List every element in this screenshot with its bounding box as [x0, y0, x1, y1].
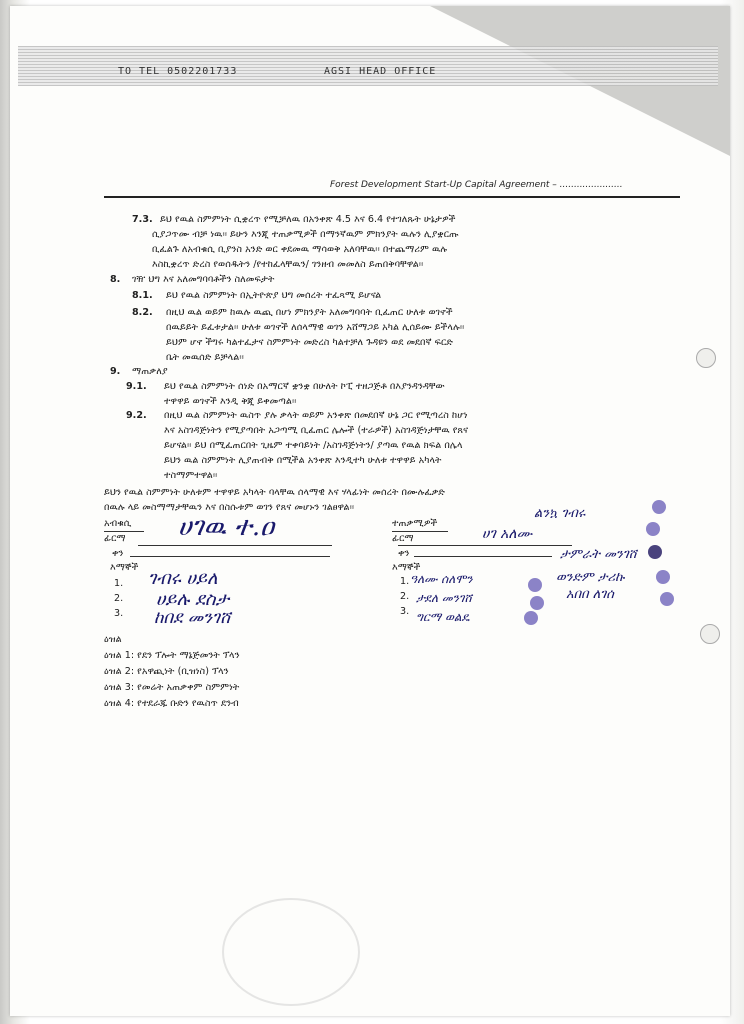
fax-office: AGSI HEAD OFFICE [324, 66, 437, 77]
left-party-label: አብቁሲ [104, 518, 132, 529]
thumbprint-stamp [530, 596, 544, 610]
clause-text: ተዋዋይ ወገኖች እንዲ ቅጂ ይቀመጣል፡፡ [164, 396, 297, 407]
clause-text: ቢፈልጉ ለአብቁሲ ቢያንስ አንድ ወር ቀደመዉ ማሳወቅ አለባቸዉ፡፡ በተጨማሪም ዉሉ [152, 244, 448, 255]
left-witness-signature: ከበደ መንገሸ [154, 608, 231, 628]
witness-number: 2. [400, 591, 410, 602]
witness-number: 3. [400, 606, 410, 617]
section-heading: ማጠቃለያ [132, 366, 168, 377]
closing-text: በዉሉ ላይ መስማማታቸዉን እና በስሱቱም ወገን የጸና መሆኑን ገልፀዋል፡፡ [104, 502, 355, 513]
thumbprint-stamp [656, 570, 670, 584]
clause-number: 9.1. [126, 381, 147, 392]
clause-number: 8.1. [132, 290, 153, 301]
right-party-signature: አበበ ለገሰ [566, 587, 614, 602]
clause-text: ይህ የዉል ስምምነት ሲቋረጥ የሚቻለዉ በአንቀጽ 4.5 እና 6.4 የተገለጹት ሁኔታዎች [160, 214, 456, 225]
attachment-item: ዕዝል 2: የአዋጪነት (ቢዝነስ) ፕላን [104, 666, 229, 677]
clause-number: 9.2. [126, 410, 147, 421]
witness-number: 1. [400, 576, 410, 587]
date-line [130, 556, 330, 557]
clause-text: ሲያጋጥሙ ብቻ ነዉ፡፡ ይሁን እንጂ ተጠቃሚዎች በማንኛዉም ምክንያት ዉሉን ሊያቋርጡ [152, 229, 459, 240]
section-number: 8. [110, 274, 121, 285]
attachment-item: ዕዝል 1: የደን ፕሎት ማኔጅመንት ፕላን [104, 650, 240, 661]
sign-line [398, 545, 572, 546]
left-witness-signature: ገብሩ ሀይለ [148, 568, 218, 589]
clause-text: እና አስገዳጅነትን የሚያጣበት አጋጣሚ ቢፈጠር ሌሎች (ተራዎች) አስገዳጅነታቸዉ የጸና [164, 425, 469, 436]
thumbprint-stamp [528, 578, 542, 592]
clause-text: እስኪቋረጥ ድረስ የወሰዱትን /የተከፈላቸዉን/ ገንዘብ መመለስ ይጠበቅባቸዋል፡፡ [152, 259, 424, 270]
punch-hole [700, 624, 720, 644]
right-sign-label: ፊርማ [392, 533, 414, 544]
left-sign-label: ፊርማ [104, 533, 126, 544]
right-witness-signature: ግርማ ወልዴ [416, 610, 470, 624]
party-underline [104, 531, 144, 532]
left-witness-label: እማኞች [110, 562, 139, 573]
right-party-label: ተጠቃሚዎች [392, 518, 438, 529]
date-line [414, 556, 552, 557]
attachments-label: ዕዝል [104, 634, 122, 645]
right-party-signature: ሀገ አለሙ [482, 526, 533, 542]
attachment-item: ዕዝል 3: የመሬት አጠቃቀም ስምምነት [104, 682, 240, 693]
right-party-signature: ታምራት መንገሸ [560, 547, 637, 562]
closing-text: ይህን የዉል ስምምነት ሁለቱም ተዋዋይ አካላት ባላቸዉ ሰላማዊ እና ሃላፊነት መሰረት በሙሉፈቃድ [104, 487, 445, 498]
section-number: 9. [110, 366, 121, 377]
party-underline [392, 531, 448, 532]
right-party-signature: ወንድም ታሪኩ [556, 570, 625, 585]
left-party-signature: ሀገዉ ተ.ዐ [178, 512, 275, 542]
right-date-label: ቀን [398, 548, 410, 559]
witness-number: 2. [114, 593, 124, 604]
clause-text: በዚህ ዉል ወይም ከዉሉ ዉጪ በሆነ ምክንያት አለመግባባት ቢፈጠር ሁለቱ ወገኖች [166, 307, 453, 318]
left-witness-signature: ሀይሉ ደስታ [156, 589, 229, 610]
clause-text: ቤት መዉሰድ ይቻላል፡፡ [166, 352, 244, 363]
clause-text: በዉይይት ይፈቱታል፡፡ ሁለቱ ወገኖች ለሰላማዊ ወገን አሸማጋይ አካል ሊሰይሙ ይችላሉ፡፡ [166, 322, 465, 333]
clause-text: ተስማምተዋል፡፡ [164, 470, 218, 481]
thumbprint-stamp [652, 500, 666, 514]
clause-text: ይህ የዉል ስምምነት ሰነድ በአማርኛ ቋንቋ በሁለት ኮፒ ተዘጋጅቶ በእያንዳንዳቸው [164, 381, 445, 392]
punch-hole [696, 348, 716, 368]
header-rule [104, 196, 680, 198]
right-witness-signature: ታደለ መንገሸ [416, 591, 472, 605]
attachment-item: ዕዝል 4: የተደራጁ ቡድን የዉስጥ ደንብ [104, 698, 239, 709]
faint-seal-watermark [222, 898, 360, 1006]
document-title: Forest Development Start-Up Capital Agreement – ...................... [330, 180, 623, 190]
section-heading: ገዥ ህግ እና አለመግባባቶችን ስለመፍታት [132, 274, 275, 285]
sign-line [138, 545, 332, 546]
thumbprint-stamp [524, 611, 538, 625]
right-party-signature: ልንኳ ገብሩ [534, 506, 586, 521]
clause-number: 7.3. [132, 214, 153, 225]
clause-text: ይህ የዉል ስምምነት በኢትዮጵያ ህግ መሰረት ተፈጻሚ ይሆናል [166, 290, 382, 301]
thumbprint-stamp [660, 592, 674, 606]
witness-number: 3. [114, 608, 124, 619]
thumbprint-stamp [646, 522, 660, 536]
clause-text: በዚህ ዉል ስምምነት ዉስጥ ያሉ ቃላት ወይም አንቀጽ በመደበኛ ሁኔ ጋር የሚጣረስ ከሆነ [164, 410, 468, 421]
thumbprint-stamp [648, 545, 662, 559]
left-date-label: ቀን [112, 548, 124, 559]
clause-number: 8.2. [132, 307, 153, 318]
clause-text: ይህን ዉል ስምምነት ሊያጠብቅ በሚችል አንቀጽ እንዲተካ ሁለቱ ተዋዋይ አካላት [164, 455, 442, 466]
witness-number: 1. [114, 578, 124, 589]
clause-text: ይሆናል፡፡ ይህ በሚፈጠርበት ጊዜም ተቀባይነት /አስገዳጅነትን/ ያጣዉ የዉል ክፍል በሌላ [164, 440, 463, 451]
fax-number: TO TEL 0502201733 [118, 66, 238, 77]
clause-text: ይህም ሆኖ ችግሩ ካልተፈታና ስምምነት መድረስ ካልተቻለ ጉዳዩን ወደ መደበኛ ፍርድ [166, 337, 453, 348]
right-witness-label: እማኞች [392, 562, 421, 573]
right-witness-signature: ዓለሙ ሰለሞን [410, 572, 473, 586]
